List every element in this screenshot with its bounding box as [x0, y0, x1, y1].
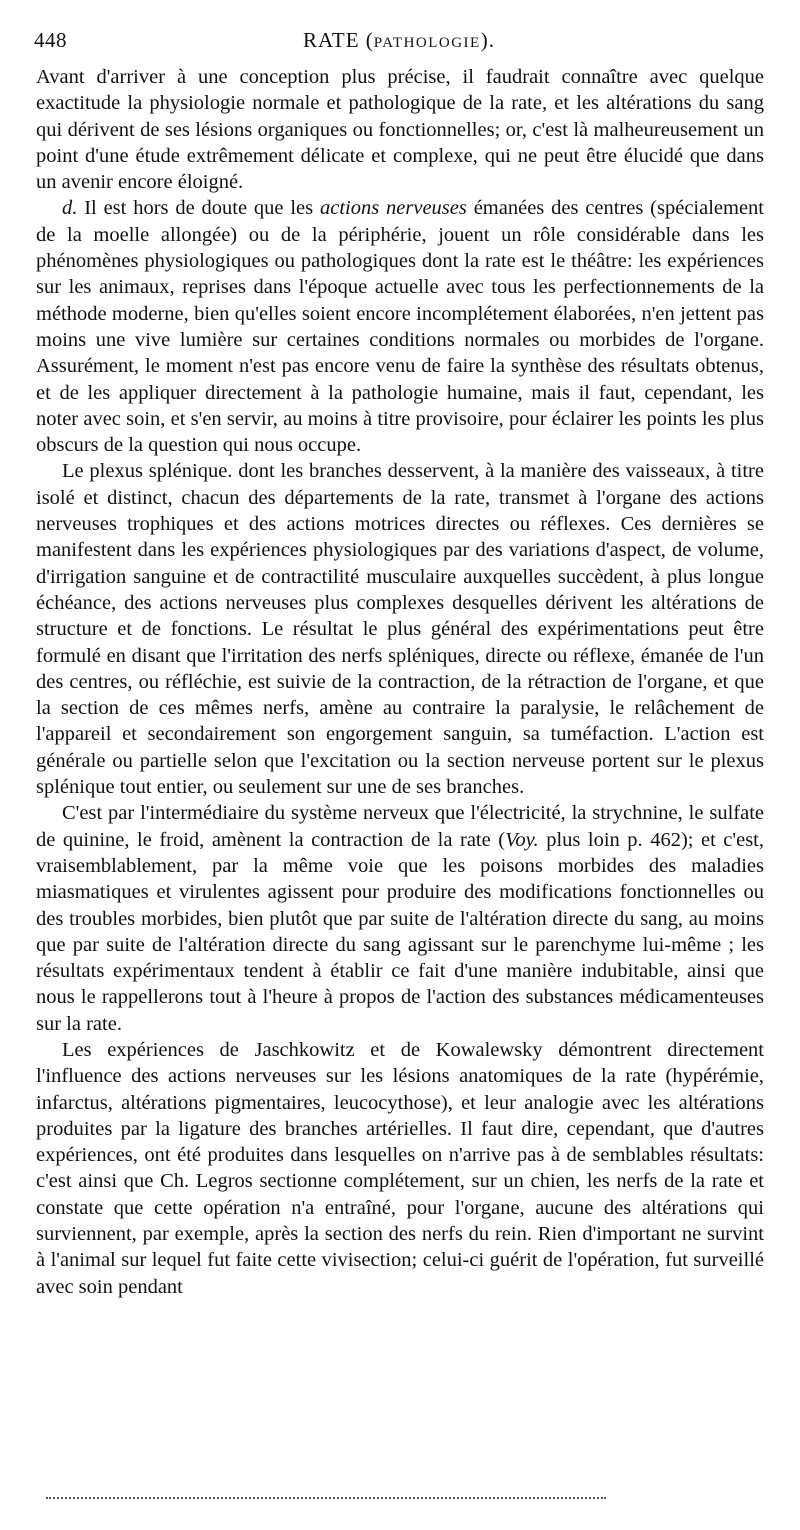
cross-reference: Voy.: [505, 828, 539, 851]
section-letter: d.: [62, 197, 78, 220]
paragraph-4: [36, 800, 764, 1037]
paragraph-3: Le plexus splénique. dont les branches desservent, à la manière des vaisseaux, à titre isolé et distinct, chacun des départements de la rate, transmet à l'organe des actions nerveuses trophiques et des actions motrices directes ou réflexes. Ces dernières se manifestent dans les expériences physiologiques par des variations d'aspect, de volume, d'irrigation sanguine et de contractilité musculaire auxquelles succèdent, à plus longue échéance, des actions nerveuses plus complexes desquelles dérivent les altérations de structure et de fonctions. Le résultat le plus général des expérimentations peut être formulé en disant que l'irritation des nerfs spléniques, directe ou réflexe, émanée de l'un des centres, ou réfléchie, est suivie de la contraction, de la rétraction de l'organe, et que la section de ces mêmes nerfs, amène au contraire la paralysie, le relâchement de l'appareil et secondairement son engorgement sanguin, sa tuméfaction. L'action est générale ou partielle selon que l'excitation ou la section nerveuse portent sur le plexus splénique tout entier, ou seulement sur une de ses branches.: [36, 460, 764, 799]
paragraph-5: Les expériences de Jaschkowitz et de Kowalewsky démontrent directement l'influence des actions nerveuses sur les lésions anatomiques de la rate (hypérémie, infarctus, altérations pigmentaires, leucocythose), et leur analogie avec les altérations produites par la ligature des branches artérielles. Il faut dire, cependant, que d'autres expériences, ont été produites dans lesquelles on n'arrive pas à de semblables résultats: c'est ainsi que Ch. Legros sectionne complétement, sur un chien, les nerfs de la rate et constate que cette opération n'a entraîné, pour l'organe, aucune des altérations qui surviennent, par exemple, après la section des nerfs du rein. Rien d'important ne survint à l'animal sur lequel fut faite cette vivisection; celui-ci guérit de l'opération, fut surveillé avec soin pendant: [36, 1038, 764, 1298]
paragraph-1: Avant d'arriver à une conception plus précise, il faudrait connaître avec quelque exactitude la physiologie normale et pathologique de la rate, et les altérations du sang qui dérivent de ses lésions organiques ou fonctionnelles; or, c'est là malheureusement un point d'une étude extrêmement délicate et complexe, qui ne peut être élucidé que dans un avenir encore éloigné.: [36, 66, 764, 194]
running-title: [34, 28, 764, 53]
paragraph-2-start: Il est hors de doute que les: [77, 197, 320, 220]
body-text: [36, 64, 764, 1300]
running-title-main: RATE (: [303, 28, 374, 52]
page-header: [34, 28, 764, 58]
page-number: 448: [34, 28, 67, 52]
running-title-subtitle: PATHOLOGIE: [373, 35, 481, 51]
paragraph-4-rest: plus loin p. 462); et c'est, vraisemblablement, par la même voie que les poisons morbides des maladies miasmatiques et virulentes agissent pour produire des modifications fonctionnelles ou des troubles morbides, bien plutôt que par suite de l'altération directe du sang, au moins que par suite de l'altération directe du sang agissant sur le parenchyme lui-même ; les résultats expérimentaux tendent à établir ce fait d'une manière indubitable, ainsi que nous le rappellerons tout à l'heure à propos de l'action des substances médicamenteuses sur la rate.: [36, 828, 764, 1035]
footer-dotted-rule: [46, 1497, 606, 1499]
running-title-end: ).: [480, 28, 495, 52]
paragraph-2-rest: émanées des centres (spécialement de la moelle allongée) ou de la périphérie, jouent un rôle considérable dans les phénomènes physiologiques ou pathologiques dont la rate est le théâtre: les expériences sur les animaux, reprises dans l'époque actuelle avec tous les perfectionnements de la méthode moderne, bien qu'elles soient encore incomplétement élaborées, n'en jettent pas moins une vive lumière sur certaines conditions normales ou morbides de l'organe. Assurément, le moment n'est pas encore venu de faire la synthèse des résultats obtenus, et de les appliquer directement à la pathologie humaine, mais il faut, cependant, les noter avec soin, et s'en servir, au moins à titre provisoire, pour éclairer les points les plus obscurs de la question qui nous occupe.: [36, 197, 764, 457]
paragraph-4-start: C'est par l'intermédiaire du système nerveux que l'électricité, la strychnine, le sulfate de quinine, le froid, amènent la contraction de la rate (: [36, 802, 764, 851]
italic-term: actions nerveuses: [319, 197, 467, 220]
paragraph-2: [36, 195, 764, 458]
